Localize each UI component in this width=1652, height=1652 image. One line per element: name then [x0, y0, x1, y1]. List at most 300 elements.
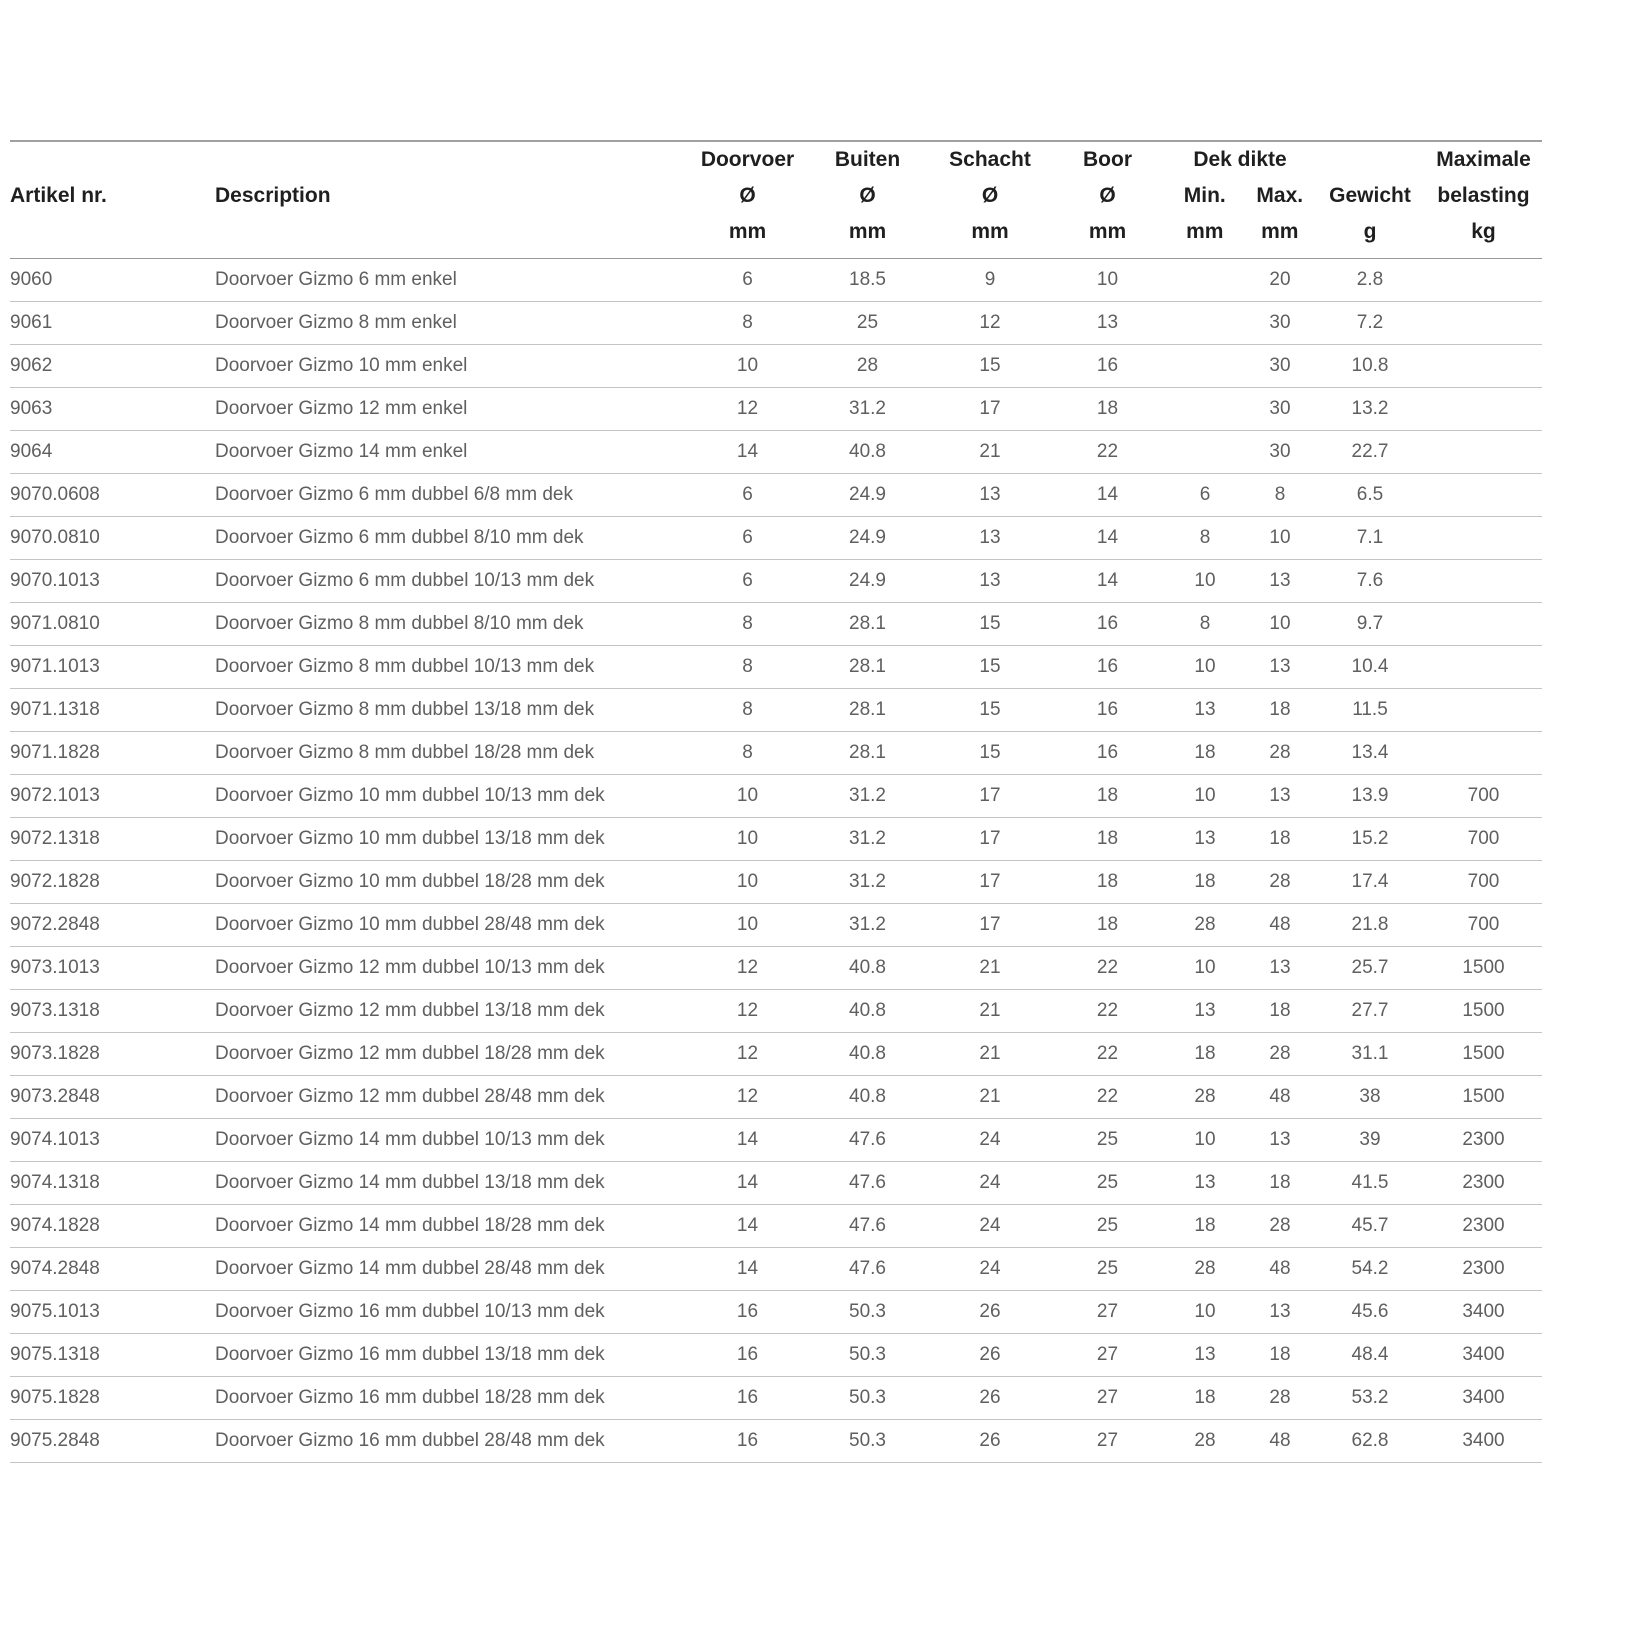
- cell-doorvoer: 8: [690, 302, 805, 345]
- table-row: [10, 1248, 1542, 1291]
- cell-buiten: 40.8: [805, 1076, 930, 1119]
- cell-doorvoer: 10: [690, 818, 805, 861]
- cell-description: Doorvoer Gizmo 14 mm dubbel 18/28 mm dek: [215, 1205, 690, 1248]
- cell-dek-min: 28: [1165, 1076, 1245, 1119]
- cell-description: Doorvoer Gizmo 12 mm dubbel 28/48 mm dek: [215, 1076, 690, 1119]
- cell-belasting: 1500: [1425, 1076, 1542, 1119]
- cell-artikel-nr: 9072.1828: [10, 861, 215, 904]
- cell-dek-min: 10: [1165, 646, 1245, 689]
- table-row: [10, 1291, 1542, 1334]
- cell-boor: 22: [1050, 431, 1165, 474]
- cell-artikel-nr: 9075.2848: [10, 1420, 215, 1463]
- cell-schacht: 21: [930, 1076, 1050, 1119]
- cell-belasting: 1500: [1425, 1033, 1542, 1076]
- cell-gewicht: 7.2: [1315, 302, 1425, 345]
- cell-boor: 16: [1050, 646, 1165, 689]
- header-schacht: Schacht Ø mm: [930, 141, 1050, 259]
- cell-boor: 25: [1050, 1205, 1165, 1248]
- table-row: [10, 431, 1542, 474]
- cell-artikel-nr: 9073.1013: [10, 947, 215, 990]
- cell-gewicht: 48.4: [1315, 1334, 1425, 1377]
- cell-dek-max: 18: [1245, 1334, 1315, 1377]
- cell-description: Doorvoer Gizmo 14 mm enkel: [215, 431, 690, 474]
- cell-description: Doorvoer Gizmo 6 mm dubbel 6/8 mm dek: [215, 474, 690, 517]
- cell-buiten: 40.8: [805, 1033, 930, 1076]
- cell-dek-max: 10: [1245, 517, 1315, 560]
- cell-boor: 16: [1050, 345, 1165, 388]
- cell-dek-min: [1165, 431, 1245, 474]
- cell-dek-min: [1165, 345, 1245, 388]
- cell-dek-min: 13: [1165, 1334, 1245, 1377]
- cell-dek-min: 13: [1165, 990, 1245, 1033]
- cell-dek-min: 8: [1165, 517, 1245, 560]
- cell-gewicht: 45.7: [1315, 1205, 1425, 1248]
- header-max-unit: mm: [1261, 220, 1299, 243]
- cell-dek-max: 10: [1245, 603, 1315, 646]
- cell-gewicht: 7.1: [1315, 517, 1425, 560]
- cell-doorvoer: 14: [690, 1162, 805, 1205]
- header-buiten: Buiten Ø mm: [805, 141, 930, 259]
- cell-dek-max: 13: [1245, 947, 1315, 990]
- cell-dek-max: 48: [1245, 904, 1315, 947]
- cell-schacht: 24: [930, 1205, 1050, 1248]
- cell-gewicht: 27.7: [1315, 990, 1425, 1033]
- cell-artikel-nr: 9062: [10, 345, 215, 388]
- cell-buiten: 47.6: [805, 1205, 930, 1248]
- table-row: [10, 603, 1542, 646]
- cell-dek-max: 18: [1245, 818, 1315, 861]
- cell-schacht: 24: [930, 1162, 1050, 1205]
- table-body: [10, 259, 1542, 1463]
- cell-boor: 27: [1050, 1420, 1165, 1463]
- header-boor: Boor Ø mm: [1050, 141, 1165, 259]
- cell-artikel-nr: 9075.1828: [10, 1377, 215, 1420]
- cell-boor: 10: [1050, 259, 1165, 302]
- cell-schacht: 13: [930, 474, 1050, 517]
- cell-schacht: 15: [930, 732, 1050, 775]
- table-row: [10, 345, 1542, 388]
- cell-artikel-nr: 9060: [10, 259, 215, 302]
- cell-description: Doorvoer Gizmo 8 mm dubbel 8/10 mm dek: [215, 603, 690, 646]
- cell-artikel-nr: 9072.2848: [10, 904, 215, 947]
- cell-belasting: [1425, 732, 1542, 775]
- cell-boor: 22: [1050, 1076, 1165, 1119]
- cell-description: Doorvoer Gizmo 14 mm dubbel 10/13 mm dek: [215, 1119, 690, 1162]
- cell-artikel-nr: 9071.1828: [10, 732, 215, 775]
- cell-dek-max: 8: [1245, 474, 1315, 517]
- cell-doorvoer: 14: [690, 431, 805, 474]
- cell-dek-max: 13: [1245, 775, 1315, 818]
- cell-gewicht: 22.7: [1315, 431, 1425, 474]
- cell-dek-min: 10: [1165, 775, 1245, 818]
- cell-dek-max: 48: [1245, 1248, 1315, 1291]
- cell-dek-min: 18: [1165, 861, 1245, 904]
- cell-description: Doorvoer Gizmo 8 mm dubbel 13/18 mm dek: [215, 689, 690, 732]
- cell-dek-min: 10: [1165, 560, 1245, 603]
- cell-buiten: 47.6: [805, 1248, 930, 1291]
- cell-gewicht: 39: [1315, 1119, 1425, 1162]
- cell-buiten: 24.9: [805, 517, 930, 560]
- cell-dek-max: 13: [1245, 1291, 1315, 1334]
- cell-belasting: [1425, 646, 1542, 689]
- cell-belasting: [1425, 259, 1542, 302]
- cell-artikel-nr: 9063: [10, 388, 215, 431]
- header-min-unit: mm: [1186, 220, 1224, 243]
- product-spec-table: [10, 140, 1542, 1463]
- cell-buiten: 28.1: [805, 689, 930, 732]
- cell-dek-min: 6: [1165, 474, 1245, 517]
- cell-boor: 16: [1050, 732, 1165, 775]
- cell-buiten: 28: [805, 345, 930, 388]
- cell-buiten: 31.2: [805, 775, 930, 818]
- cell-belasting: 1500: [1425, 947, 1542, 990]
- cell-boor: 18: [1050, 775, 1165, 818]
- cell-dek-max: 48: [1245, 1420, 1315, 1463]
- cell-doorvoer: 8: [690, 689, 805, 732]
- cell-artikel-nr: 9071.1013: [10, 646, 215, 689]
- cell-buiten: 47.6: [805, 1119, 930, 1162]
- cell-description: Doorvoer Gizmo 12 mm dubbel 10/13 mm dek: [215, 947, 690, 990]
- cell-belasting: 2300: [1425, 1205, 1542, 1248]
- cell-dek-min: 13: [1165, 818, 1245, 861]
- cell-schacht: 15: [930, 603, 1050, 646]
- table-row: [10, 732, 1542, 775]
- table-row: [10, 517, 1542, 560]
- cell-buiten: 50.3: [805, 1334, 930, 1377]
- cell-schacht: 15: [930, 689, 1050, 732]
- table-row: [10, 947, 1542, 990]
- cell-boor: 25: [1050, 1248, 1165, 1291]
- cell-description: Doorvoer Gizmo 8 mm dubbel 10/13 mm dek: [215, 646, 690, 689]
- cell-dek-max: 28: [1245, 1033, 1315, 1076]
- cell-boor: 22: [1050, 947, 1165, 990]
- table-row: [10, 259, 1542, 302]
- cell-doorvoer: 8: [690, 603, 805, 646]
- cell-belasting: 3400: [1425, 1420, 1542, 1463]
- cell-dek-min: 10: [1165, 1119, 1245, 1162]
- cell-artikel-nr: 9073.1318: [10, 990, 215, 1033]
- header-gewicht-label: Gewicht: [1329, 184, 1411, 207]
- cell-boor: 13: [1050, 302, 1165, 345]
- cell-doorvoer: 10: [690, 345, 805, 388]
- cell-schacht: 9: [930, 259, 1050, 302]
- cell-gewicht: 62.8: [1315, 1420, 1425, 1463]
- cell-buiten: 50.3: [805, 1377, 930, 1420]
- cell-schacht: 12: [930, 302, 1050, 345]
- cell-artikel-nr: 9073.2848: [10, 1076, 215, 1119]
- cell-doorvoer: 12: [690, 1033, 805, 1076]
- cell-doorvoer: 8: [690, 646, 805, 689]
- cell-gewicht: 38: [1315, 1076, 1425, 1119]
- cell-schacht: 26: [930, 1377, 1050, 1420]
- cell-artikel-nr: 9074.1013: [10, 1119, 215, 1162]
- cell-buiten: 40.8: [805, 990, 930, 1033]
- header-artikel-nr: [10, 141, 215, 259]
- cell-doorvoer: 8: [690, 732, 805, 775]
- cell-schacht: 13: [930, 560, 1050, 603]
- cell-dek-max: 13: [1245, 1119, 1315, 1162]
- cell-gewicht: 10.8: [1315, 345, 1425, 388]
- table-row: [10, 818, 1542, 861]
- table-row: [10, 1033, 1542, 1076]
- cell-schacht: 26: [930, 1291, 1050, 1334]
- cell-dek-min: 10: [1165, 947, 1245, 990]
- cell-doorvoer: 16: [690, 1291, 805, 1334]
- header-maximale-belasting: Maximale belasting kg: [1425, 141, 1542, 259]
- header-dek-dikte-label: Dek dikte: [1193, 148, 1287, 171]
- cell-description: Doorvoer Gizmo 12 mm enkel: [215, 388, 690, 431]
- cell-doorvoer: 14: [690, 1248, 805, 1291]
- cell-buiten: 24.9: [805, 474, 930, 517]
- cell-belasting: 3400: [1425, 1377, 1542, 1420]
- cell-schacht: 26: [930, 1334, 1050, 1377]
- table-row: [10, 904, 1542, 947]
- cell-doorvoer: 6: [690, 259, 805, 302]
- cell-dek-min: [1165, 302, 1245, 345]
- header-row: [10, 141, 1542, 259]
- cell-dek-max: 30: [1245, 431, 1315, 474]
- table-row: [10, 1205, 1542, 1248]
- cell-dek-min: 13: [1165, 689, 1245, 732]
- table-header: [10, 141, 1542, 259]
- cell-artikel-nr: 9070.0608: [10, 474, 215, 517]
- header-max-label: Max.: [1256, 184, 1304, 207]
- cell-doorvoer: 16: [690, 1420, 805, 1463]
- cell-boor: 27: [1050, 1291, 1165, 1334]
- table-row: [10, 689, 1542, 732]
- cell-boor: 16: [1050, 603, 1165, 646]
- cell-buiten: 31.2: [805, 388, 930, 431]
- cell-belasting: [1425, 388, 1542, 431]
- cell-belasting: 2300: [1425, 1162, 1542, 1205]
- cell-gewicht: 25.7: [1315, 947, 1425, 990]
- cell-schacht: 24: [930, 1119, 1050, 1162]
- cell-dek-max: 28: [1245, 1377, 1315, 1420]
- header-description: [215, 141, 690, 259]
- cell-belasting: 1500: [1425, 990, 1542, 1033]
- cell-schacht: 15: [930, 646, 1050, 689]
- cell-dek-max: 13: [1245, 560, 1315, 603]
- cell-dek-min: 28: [1165, 1420, 1245, 1463]
- cell-boor: 14: [1050, 474, 1165, 517]
- cell-doorvoer: 10: [690, 775, 805, 818]
- cell-description: Doorvoer Gizmo 6 mm enkel: [215, 259, 690, 302]
- cell-schacht: 17: [930, 388, 1050, 431]
- cell-boor: 18: [1050, 818, 1165, 861]
- cell-description: Doorvoer Gizmo 12 mm dubbel 18/28 mm dek: [215, 1033, 690, 1076]
- cell-dek-min: [1165, 388, 1245, 431]
- cell-artikel-nr: 9072.1013: [10, 775, 215, 818]
- cell-boor: 18: [1050, 861, 1165, 904]
- cell-artikel-nr: 9075.1013: [10, 1291, 215, 1334]
- cell-dek-max: 20: [1245, 259, 1315, 302]
- cell-belasting: [1425, 689, 1542, 732]
- table-row: [10, 474, 1542, 517]
- cell-boor: 22: [1050, 990, 1165, 1033]
- cell-buiten: 24.9: [805, 560, 930, 603]
- header-description-label: Description: [215, 184, 331, 207]
- cell-doorvoer: 6: [690, 560, 805, 603]
- cell-dek-max: 18: [1245, 1162, 1315, 1205]
- cell-artikel-nr: 9073.1828: [10, 1033, 215, 1076]
- cell-boor: 27: [1050, 1334, 1165, 1377]
- table-row: [10, 388, 1542, 431]
- cell-belasting: [1425, 560, 1542, 603]
- cell-doorvoer: 16: [690, 1334, 805, 1377]
- cell-doorvoer: 12: [690, 388, 805, 431]
- cell-buiten: 31.2: [805, 861, 930, 904]
- cell-belasting: 700: [1425, 775, 1542, 818]
- cell-description: Doorvoer Gizmo 16 mm dubbel 18/28 mm dek: [215, 1377, 690, 1420]
- cell-buiten: 28.1: [805, 603, 930, 646]
- cell-artikel-nr: 9061: [10, 302, 215, 345]
- cell-buiten: 18.5: [805, 259, 930, 302]
- cell-doorvoer: 14: [690, 1119, 805, 1162]
- cell-artikel-nr: 9070.0810: [10, 517, 215, 560]
- cell-artikel-nr: 9074.2848: [10, 1248, 215, 1291]
- cell-schacht: 17: [930, 775, 1050, 818]
- cell-schacht: 21: [930, 990, 1050, 1033]
- cell-boor: 25: [1050, 1119, 1165, 1162]
- cell-dek-min: 10: [1165, 1291, 1245, 1334]
- cell-schacht: 15: [930, 345, 1050, 388]
- table-row: [10, 1162, 1542, 1205]
- cell-gewicht: 13.4: [1315, 732, 1425, 775]
- cell-schacht: 17: [930, 861, 1050, 904]
- cell-artikel-nr: 9071.0810: [10, 603, 215, 646]
- cell-schacht: 24: [930, 1248, 1050, 1291]
- cell-gewicht: 17.4: [1315, 861, 1425, 904]
- cell-schacht: 26: [930, 1420, 1050, 1463]
- table-row: [10, 646, 1542, 689]
- cell-belasting: 3400: [1425, 1291, 1542, 1334]
- table-row: [10, 1334, 1542, 1377]
- cell-dek-max: 30: [1245, 345, 1315, 388]
- cell-belasting: [1425, 603, 1542, 646]
- cell-gewicht: 21.8: [1315, 904, 1425, 947]
- cell-belasting: 700: [1425, 904, 1542, 947]
- cell-description: Doorvoer Gizmo 10 mm dubbel 13/18 mm dek: [215, 818, 690, 861]
- header-maximale-unit: kg: [1471, 220, 1496, 243]
- cell-belasting: [1425, 431, 1542, 474]
- cell-gewicht: 45.6: [1315, 1291, 1425, 1334]
- cell-gewicht: 13.9: [1315, 775, 1425, 818]
- cell-description: Doorvoer Gizmo 10 mm enkel: [215, 345, 690, 388]
- cell-dek-min: 18: [1165, 1205, 1245, 1248]
- cell-belasting: 3400: [1425, 1334, 1542, 1377]
- table-row: [10, 775, 1542, 818]
- cell-buiten: 25: [805, 302, 930, 345]
- cell-description: Doorvoer Gizmo 6 mm dubbel 8/10 mm dek: [215, 517, 690, 560]
- table-row: [10, 302, 1542, 345]
- cell-description: Doorvoer Gizmo 8 mm enkel: [215, 302, 690, 345]
- cell-description: Doorvoer Gizmo 12 mm dubbel 13/18 mm dek: [215, 990, 690, 1033]
- cell-description: Doorvoer Gizmo 14 mm dubbel 28/48 mm dek: [215, 1248, 690, 1291]
- cell-dek-min: [1165, 259, 1245, 302]
- cell-doorvoer: 14: [690, 1205, 805, 1248]
- cell-dek-max: 30: [1245, 302, 1315, 345]
- cell-gewicht: 54.2: [1315, 1248, 1425, 1291]
- cell-description: Doorvoer Gizmo 16 mm dubbel 10/13 mm dek: [215, 1291, 690, 1334]
- cell-belasting: 2300: [1425, 1248, 1542, 1291]
- table-row: [10, 1119, 1542, 1162]
- cell-schacht: 13: [930, 517, 1050, 560]
- cell-buiten: 40.8: [805, 947, 930, 990]
- cell-buiten: 31.2: [805, 904, 930, 947]
- cell-buiten: 40.8: [805, 431, 930, 474]
- cell-buiten: 28.1: [805, 646, 930, 689]
- cell-dek-min: 28: [1165, 1248, 1245, 1291]
- cell-dek-min: 13: [1165, 1162, 1245, 1205]
- cell-gewicht: 6.5: [1315, 474, 1425, 517]
- cell-doorvoer: 12: [690, 947, 805, 990]
- table-row: [10, 990, 1542, 1033]
- cell-boor: 18: [1050, 388, 1165, 431]
- cell-artikel-nr: 9070.1013: [10, 560, 215, 603]
- cell-schacht: 17: [930, 818, 1050, 861]
- cell-schacht: 17: [930, 904, 1050, 947]
- cell-belasting: [1425, 474, 1542, 517]
- header-min-label: Min.: [1183, 184, 1226, 207]
- header-gewicht-unit: g: [1363, 220, 1377, 243]
- cell-description: Doorvoer Gizmo 16 mm dubbel 13/18 mm dek: [215, 1334, 690, 1377]
- cell-gewicht: 10.4: [1315, 646, 1425, 689]
- cell-buiten: 31.2: [805, 818, 930, 861]
- cell-doorvoer: 12: [690, 990, 805, 1033]
- cell-dek-max: 13: [1245, 646, 1315, 689]
- cell-gewicht: 13.2: [1315, 388, 1425, 431]
- cell-boor: 25: [1050, 1162, 1165, 1205]
- cell-buiten: 50.3: [805, 1291, 930, 1334]
- cell-description: Doorvoer Gizmo 14 mm dubbel 13/18 mm dek: [215, 1162, 690, 1205]
- table-row: [10, 861, 1542, 904]
- cell-dek-min: 28: [1165, 904, 1245, 947]
- cell-gewicht: 11.5: [1315, 689, 1425, 732]
- cell-boor: 22: [1050, 1033, 1165, 1076]
- cell-belasting: 700: [1425, 861, 1542, 904]
- cell-buiten: 28.1: [805, 732, 930, 775]
- cell-artikel-nr: 9074.1318: [10, 1162, 215, 1205]
- cell-dek-max: 28: [1245, 861, 1315, 904]
- cell-boor: 27: [1050, 1377, 1165, 1420]
- cell-belasting: 2300: [1425, 1119, 1542, 1162]
- table-row: [10, 560, 1542, 603]
- cell-boor: 14: [1050, 517, 1165, 560]
- cell-description: Doorvoer Gizmo 16 mm dubbel 28/48 mm dek: [215, 1420, 690, 1463]
- cell-gewicht: 41.5: [1315, 1162, 1425, 1205]
- header-artikel-nr-label: Artikel nr.: [10, 184, 107, 207]
- cell-doorvoer: 6: [690, 517, 805, 560]
- cell-doorvoer: 10: [690, 904, 805, 947]
- cell-description: Doorvoer Gizmo 10 mm dubbel 10/13 mm dek: [215, 775, 690, 818]
- cell-belasting: 700: [1425, 818, 1542, 861]
- cell-gewicht: 2.8: [1315, 259, 1425, 302]
- table-row: [10, 1420, 1542, 1463]
- cell-artikel-nr: 9072.1318: [10, 818, 215, 861]
- cell-doorvoer: 12: [690, 1076, 805, 1119]
- cell-belasting: [1425, 302, 1542, 345]
- cell-description: Doorvoer Gizmo 8 mm dubbel 18/28 mm dek: [215, 732, 690, 775]
- cell-boor: 16: [1050, 689, 1165, 732]
- cell-dek-max: 48: [1245, 1076, 1315, 1119]
- cell-schacht: 21: [930, 431, 1050, 474]
- cell-dek-max: 28: [1245, 1205, 1315, 1248]
- cell-description: Doorvoer Gizmo 6 mm dubbel 10/13 mm dek: [215, 560, 690, 603]
- header-gewicht: [1315, 141, 1425, 259]
- cell-dek-min: 18: [1165, 732, 1245, 775]
- cell-description: Doorvoer Gizmo 10 mm dubbel 18/28 mm dek: [215, 861, 690, 904]
- cell-buiten: 47.6: [805, 1162, 930, 1205]
